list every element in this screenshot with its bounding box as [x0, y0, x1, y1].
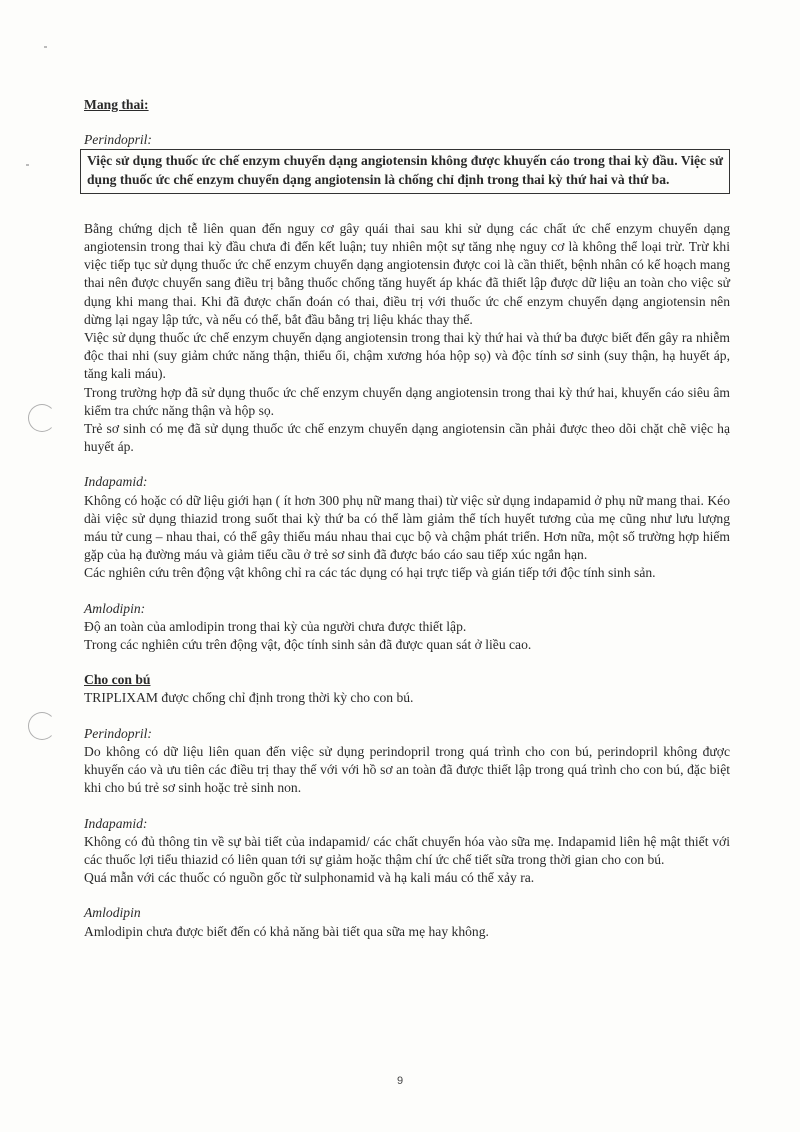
pregnancy-indapamid-label: Indapamid: — [84, 474, 148, 490]
breastfeeding-heading: Cho con bú — [84, 672, 151, 688]
pregnancy-heading: Mang thai: — [84, 97, 149, 112]
page-number: 9 — [396, 1075, 404, 1087]
pregnancy-indapamid-paragraph: Các nghiên cứu trên động vật không chỉ ra các tác dụng có hại trực tiếp và gián tiếp tới độc tính sinh sản. — [84, 565, 656, 581]
pregnancy-amlodipin-paragraph: Độ an toàn của amlodipin trong thai kỳ của người chưa được thiết lập. — [84, 618, 467, 634]
contraindication-box: Việc sử dụng thuốc ức chế enzym chuyển dạng angiotensin không được khuyến cáo trong thai kỳ đầu. Việc sử dụng thuốc ức chế enzym chuyển dạng angiotensin là chống chỉ định trong thai kỳ thứ hai và thứ ba. — [80, 149, 730, 193]
breastfeeding-amlodipin-label: Amlodipin — [84, 905, 141, 921]
pregnancy-perindopril-paragraph: Trong trường hợp đã sử dụng thuốc ức chế enzym chuyển dạng angiotensin trong thai kỳ thứ hai, khuyến cáo siêu âm kiểm tra chức năng thận và hộp sọ. — [84, 384, 730, 418]
pregnancy-indapamid-paragraph: Không có hoặc có dữ liệu giới hạn ( ít hơn 300 phụ nữ mang thai) từ việc sử dụng indapamid ở phụ nữ mang thai. Kéo dài việc sử dụng thiazid trong suốt thai kỳ thứ ba có thể làm giảm thể tích huyết tương của mẹ cũng như lưu lượng máu tử cung – nhau thai, có thể gây thiếu máu nhau thai cục bộ và chậm phát triển. Hơn nữa, một số trường hợp hiếm gặp của hạ đường máu và giảm tiểu cầu ở trẻ sơ sinh đã được báo cáo sau tiếp xúc ngắn hạn. — [84, 492, 730, 563]
punch-hole-icon — [28, 404, 56, 432]
pregnancy-perindopril-paragraph: Trẻ sơ sinh có mẹ đã sử dụng thuốc ức chế enzym chuyển dạng angiotensin cần phải được theo dõi chặt chẽ việc hạ huyết áp. — [84, 421, 730, 455]
breastfeeding-indapamid-label: Indapamid: — [84, 815, 148, 831]
scan-speck — [44, 46, 47, 48]
breastfeeding-intro: TRIPLIXAM được chống chỉ định trong thời kỳ cho con bú. — [84, 690, 414, 706]
pregnancy-amlodipin-label: Amlodipin: — [84, 600, 146, 616]
document-body — [84, 96, 730, 941]
punch-hole-icon — [28, 712, 56, 740]
breastfeeding-amlodipin-paragraph: Amlodipin chưa được biết đến có khả năng bài tiết qua sữa mẹ hay không. — [84, 923, 489, 939]
breastfeeding-indapamid-paragraph: Không có đủ thông tin về sự bài tiết của indapamid/ các chất chuyển hóa vào sữa mẹ. Indapamid liên hệ mật thiết với các thuốc lợi tiểu thiazid có liên quan tới sự giảm hoặc thậm chí ức chế tiết sữa trong thời gian cho con bú. — [84, 833, 730, 867]
breastfeeding-perindopril-paragraph: Do không có dữ liệu liên quan đến việc sử dụng perindopril trong quá trình cho con bú, perindopril không được khuyến cáo và ưu tiên các điều trị thay thế với với hồ sơ an toàn đã được thiết lập trong quá trình cho con bú, đặc biệt khi cho bú trẻ sơ sinh hoặc trẻ sinh non. — [84, 743, 730, 796]
pregnancy-perindopril-paragraph: Việc sử dụng thuốc ức chế enzym chuyển dạng angiotensin trong thai kỳ thứ hai và thứ ba được biết đến gây ra nhiễm độc thai nhi (suy giảm chức năng thận, thiểu ối, chậm xương hóa hộp sọ) và độc tính sơ sinh (suy thận, hạ huyết áp, tăng kali máu). — [84, 330, 730, 382]
scan-speck — [26, 164, 29, 166]
breastfeeding-perindopril-label: Perindopril: — [84, 725, 152, 741]
breastfeeding-indapamid-paragraph: Quá mẫn với các thuốc có nguồn gốc từ sulphonamid và hạ kali máu có thể xảy ra. — [84, 870, 535, 886]
pregnancy-perindopril-label: Perindopril: — [84, 132, 152, 148]
pregnancy-perindopril-paragraph: Bằng chứng dịch tễ liên quan đến nguy cơ gây quái thai sau khi sử dụng các chất ức chế enzym chuyển dạng angiotensin trong thai kỳ đầu chưa đi đến kết luận; tuy nhiên một sự tăng nhẹ nguy cơ là không thể loại trừ. Trừ khi việc tiếp tục sử dụng thuốc ức chế enzym chuyển dạng angiotensin được coi là cần thiết, bệnh nhân có kế hoạch mang thai nên được chuyển sang điều trị bằng thuốc chống tăng huyết áp khác đã thiết lập được dữ liệu an toàn cho việc sử dụng khi mang thai. Khi đã được chẩn đoán có thai, điều trị với thuốc ức chế enzym chuyển dạng angiotensin nên dừng lại ngay lập tức, và nếu có thể, bắt đầu bằng trị liệu khác thay thế. — [84, 220, 730, 327]
pregnancy-amlodipin-paragraph: Trong các nghiên cứu trên động vật, độc tính sinh sản đã được quan sát ở liều cao. — [84, 637, 532, 653]
